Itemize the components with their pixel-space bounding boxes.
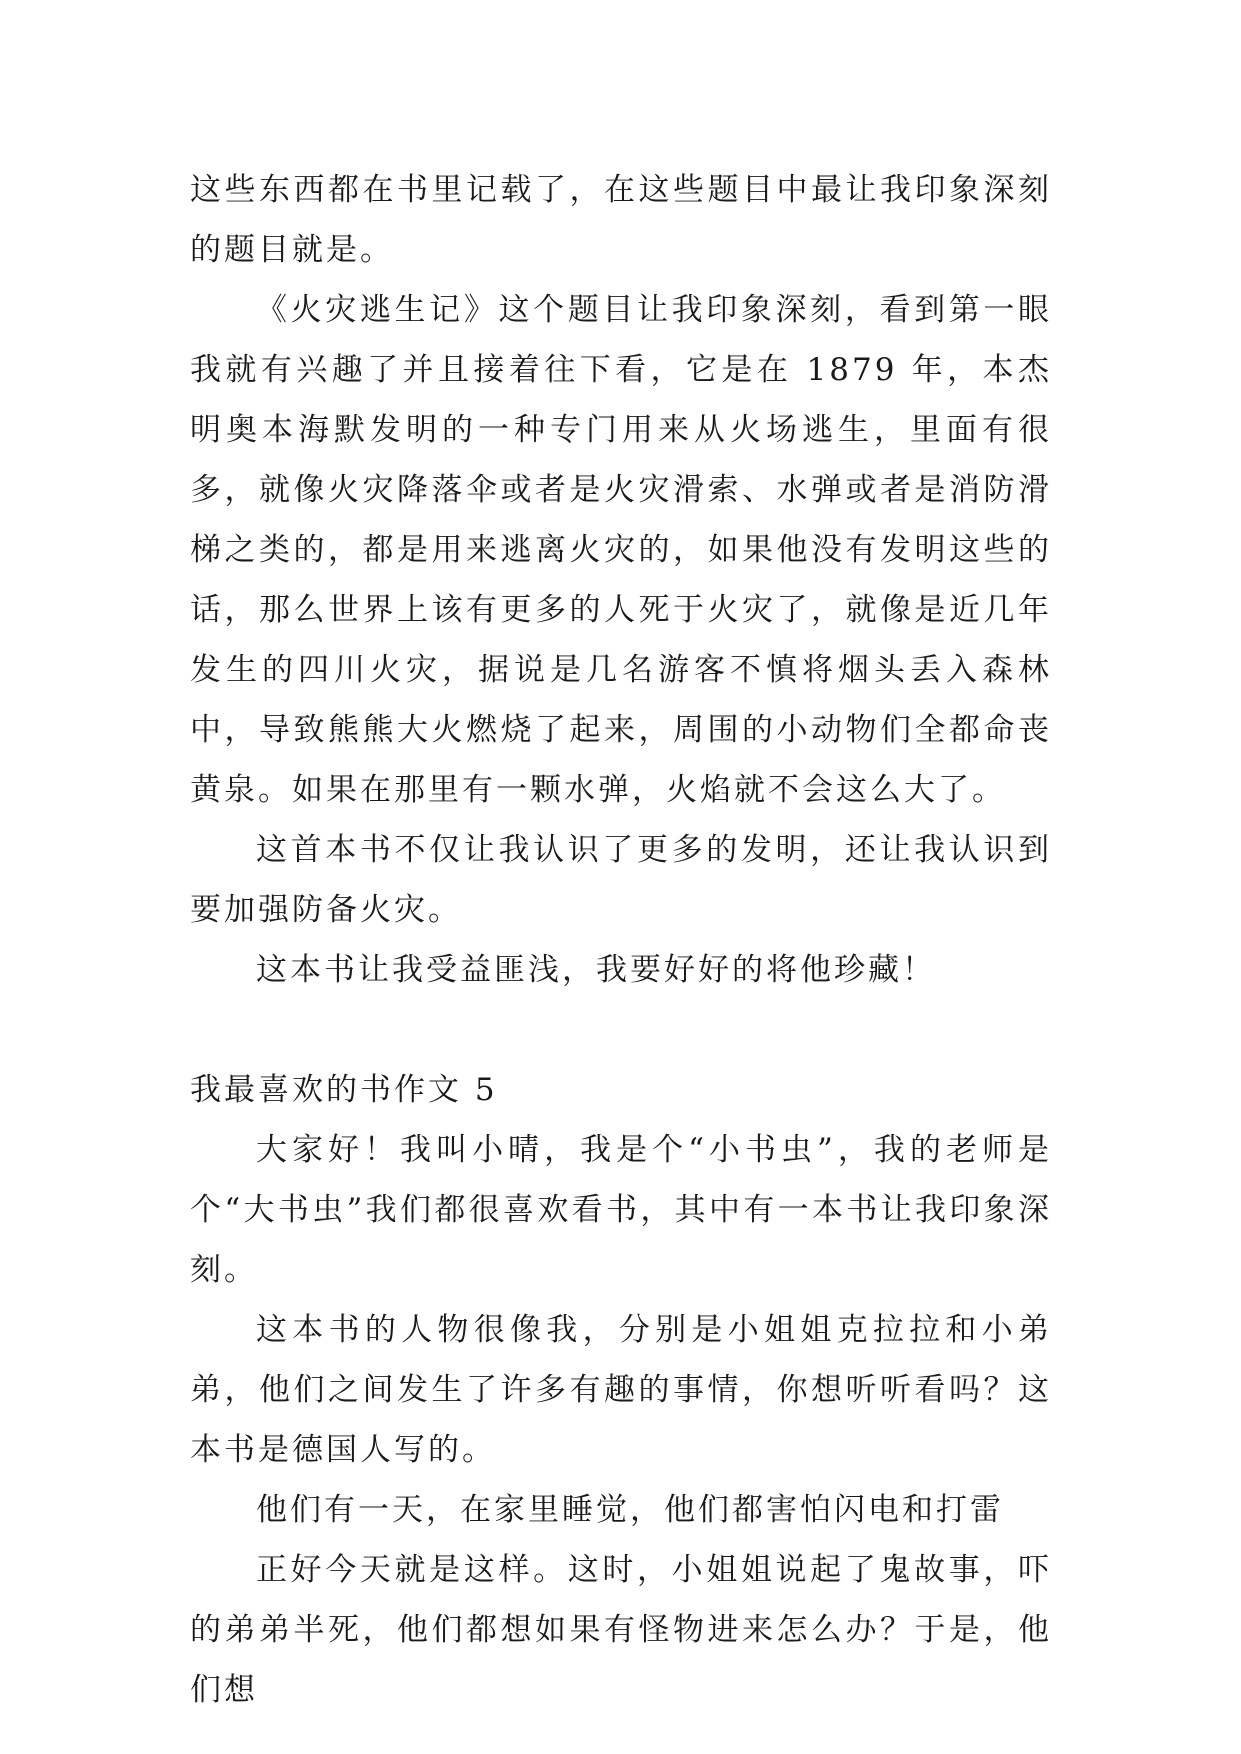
paragraph: 正好今天就是这样。这时，小姐姐说起了鬼故事，吓的弟弟半死，他们都想如果有怪物进来怎么办？于是，他们想 xyxy=(190,1552,1052,1708)
paragraph: 这本书让我受益匪浅，我要好好的将他珍藏！ xyxy=(256,952,936,988)
paragraph: 大家好！我叫小晴，我是个“小书虫”，我的老师是个“大书虫”我们都很喜欢看书，其中有一本书让我印象深刻。 xyxy=(190,1132,1052,1288)
document-body xyxy=(190,160,1052,1720)
paragraph: 这些东西都在书里记载了，在这些题目中最让我印象深刻的题目就是。 xyxy=(190,172,1052,268)
section-heading: 我最喜欢的书作文 5 xyxy=(190,1072,498,1108)
paragraph: 《火灾逃生记》这个题目让我印象深刻，看到第一眼我就有兴趣了并且接着往下看，它是在 1879 年，本杰明奥本海默发明的一种专门用来从火场逃生，里面有很多，就像火灾降落伞或者是火灾滑索、水弹或者是消防滑梯之类的，都是用来逃离火灾的，如果他没有发明这些的话，那么世界上该有更多的人死于火灾了，就像是近几年发生的四川火灾，据说是几名游客不慎将烟头丢入森林中，导致熊熊大火燃烧了起来，周围的小动物们全都命丧黄泉。如果在那里有一颗水弹，火焰就不会这么大了。 xyxy=(190,292,1052,808)
paragraph: 这本书的人物很像我，分别是小姐姐克拉拉和小弟弟，他们之间发生了许多有趣的事情，你想听听看吗？这本书是德国人写的。 xyxy=(190,1312,1052,1468)
section-spacer xyxy=(190,1000,1052,1060)
paragraph: 他们有一天，在家里睡觉，他们都害怕闪电和打雷 xyxy=(256,1492,1004,1528)
paragraph: 这首本书不仅让我认识了更多的发明，还让我认识到要加强防备火灾。 xyxy=(190,832,1052,928)
